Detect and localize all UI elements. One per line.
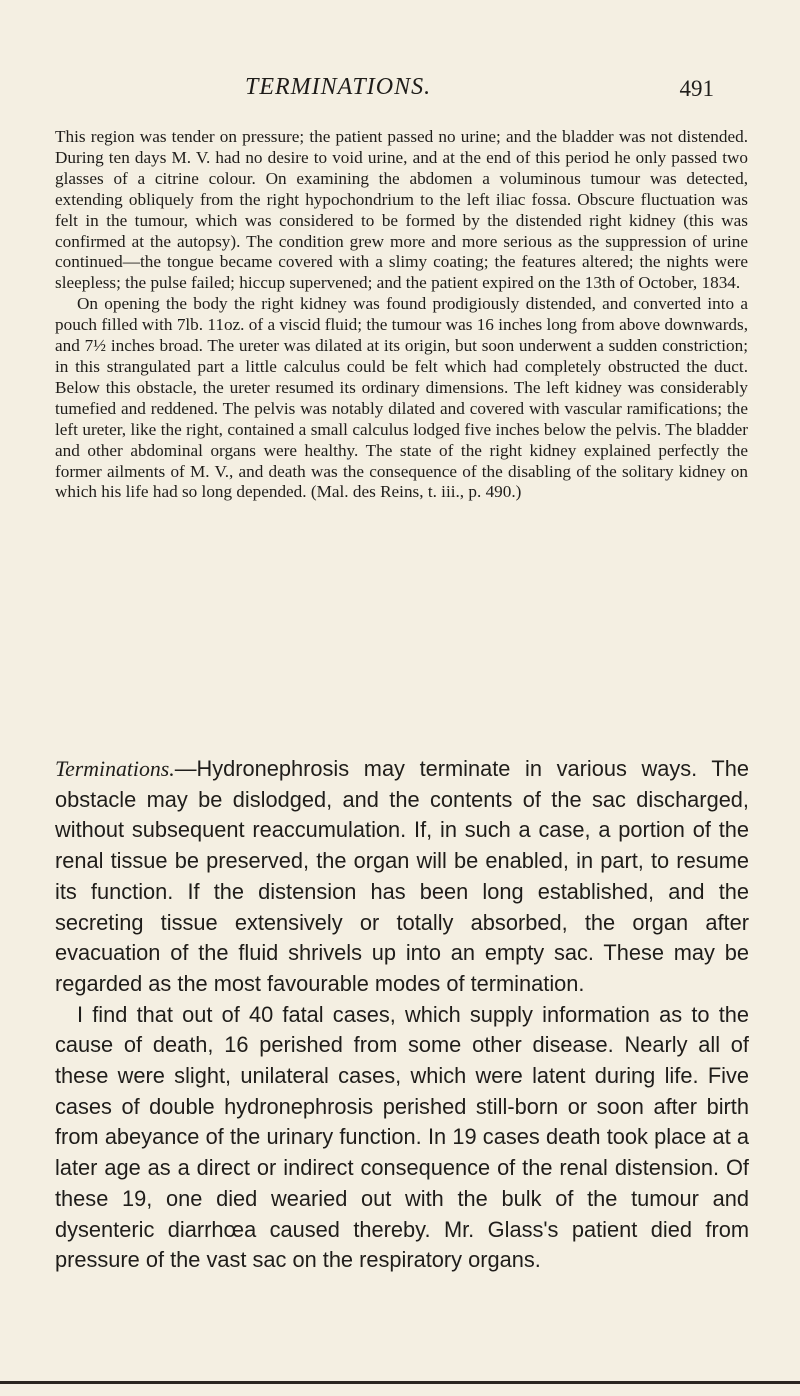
section-heading: Terminations. [55, 757, 175, 781]
terminations-section [55, 754, 749, 1276]
case-report-text [55, 127, 748, 503]
fatal-cases-paragraph: I find that out of 40 fatal cases, which supply information as to the cause of death, 16 perished from some other disease. Nearly all of these were slight, unilateral cases, which were latent during life. Five cases of double hydronephrosis perished still-born or soon after birth from abeyance of the urinary function. In 19 cases death took place at a later age as a direct or indirect consequence of the renal distension. Of these 19, one died wearied out with the bulk of the tumour and dysenteric diarrhœa caused thereby. Mr. Glass's patient died from pressure of the vast sac on the respiratory organs. [55, 1001, 749, 1273]
case-report-paragraph: This region was tender on pressure; the patient passed no urine; and the bladder was not distended. During ten days M. V. had no desire to void urine, and at the end of this period he only passed two glasses of a citrine colour. On examining the abdomen a voluminous tumour was detected, extending obliquely from the right hypochondrium to the left iliac fossa. Obscure fluctuation was felt in the tumour, which was considered to be formed by the distended right kidney (this was confirmed at the autopsy). The condition grew more and more serious as the suppression of urine continued—the tongue became covered with a slimy coating; the features altered; the nights were sleepless; the pulse failed; hiccup supervened; and the patient expired on the 13th of October, 1834. [55, 127, 748, 293]
terminations-paragraph [55, 754, 749, 1000]
autopsy-text: On opening the body the right kidney was found prodigiously distended, and converted into a pouch filled with 7lb. 11oz. of a viscid fluid; the tumour was 16 inches long from above downwards, and 7½ inches broad. The ureter was dilated at its origin, but soon underwent a sudden constriction; in this strangulated part a little calculus could be felt which had completely obstructed the duct. Below this obstacle, the ureter resumed its ordinary dimensions. The left kidney was considerably tumefied and reddened. The pelvis was notably dilated and covered with vascular ramifications; the left ureter, like the right, contained a small calculus lodged five inches below the pelvis. The bladder and other abdominal organs were healthy. The state of the right kidney explained perfectly the former ailments of M. V., and death was the consequence of the disabling of the solitary kidney on which his life had so long depended. [55, 294, 748, 502]
page-number: 491 [679, 76, 714, 101]
citation: (Mal. des Reins, t. iii., p. 490.) [310, 482, 522, 502]
running-title: TERMINATIONS. [245, 74, 432, 100]
terminations-text: —Hydronephrosis may terminate in various ways. The obstacle may be dislodged, and the contents of the sac discharged, without subsequent reaccumulation. If, in such a case, a portion of the renal tissue be preserved, the organ will be enabled, in part, to resume its function. If the distension has been long established, and the secreting tissue extensively or totally absorbed, the organ after evacuation of the fluid shrivels up into an empty sac. These may be regarded as the most favourable modes of termination. [55, 756, 749, 996]
page-bottom-edge [0, 1381, 800, 1384]
autopsy-paragraph [55, 294, 748, 503]
